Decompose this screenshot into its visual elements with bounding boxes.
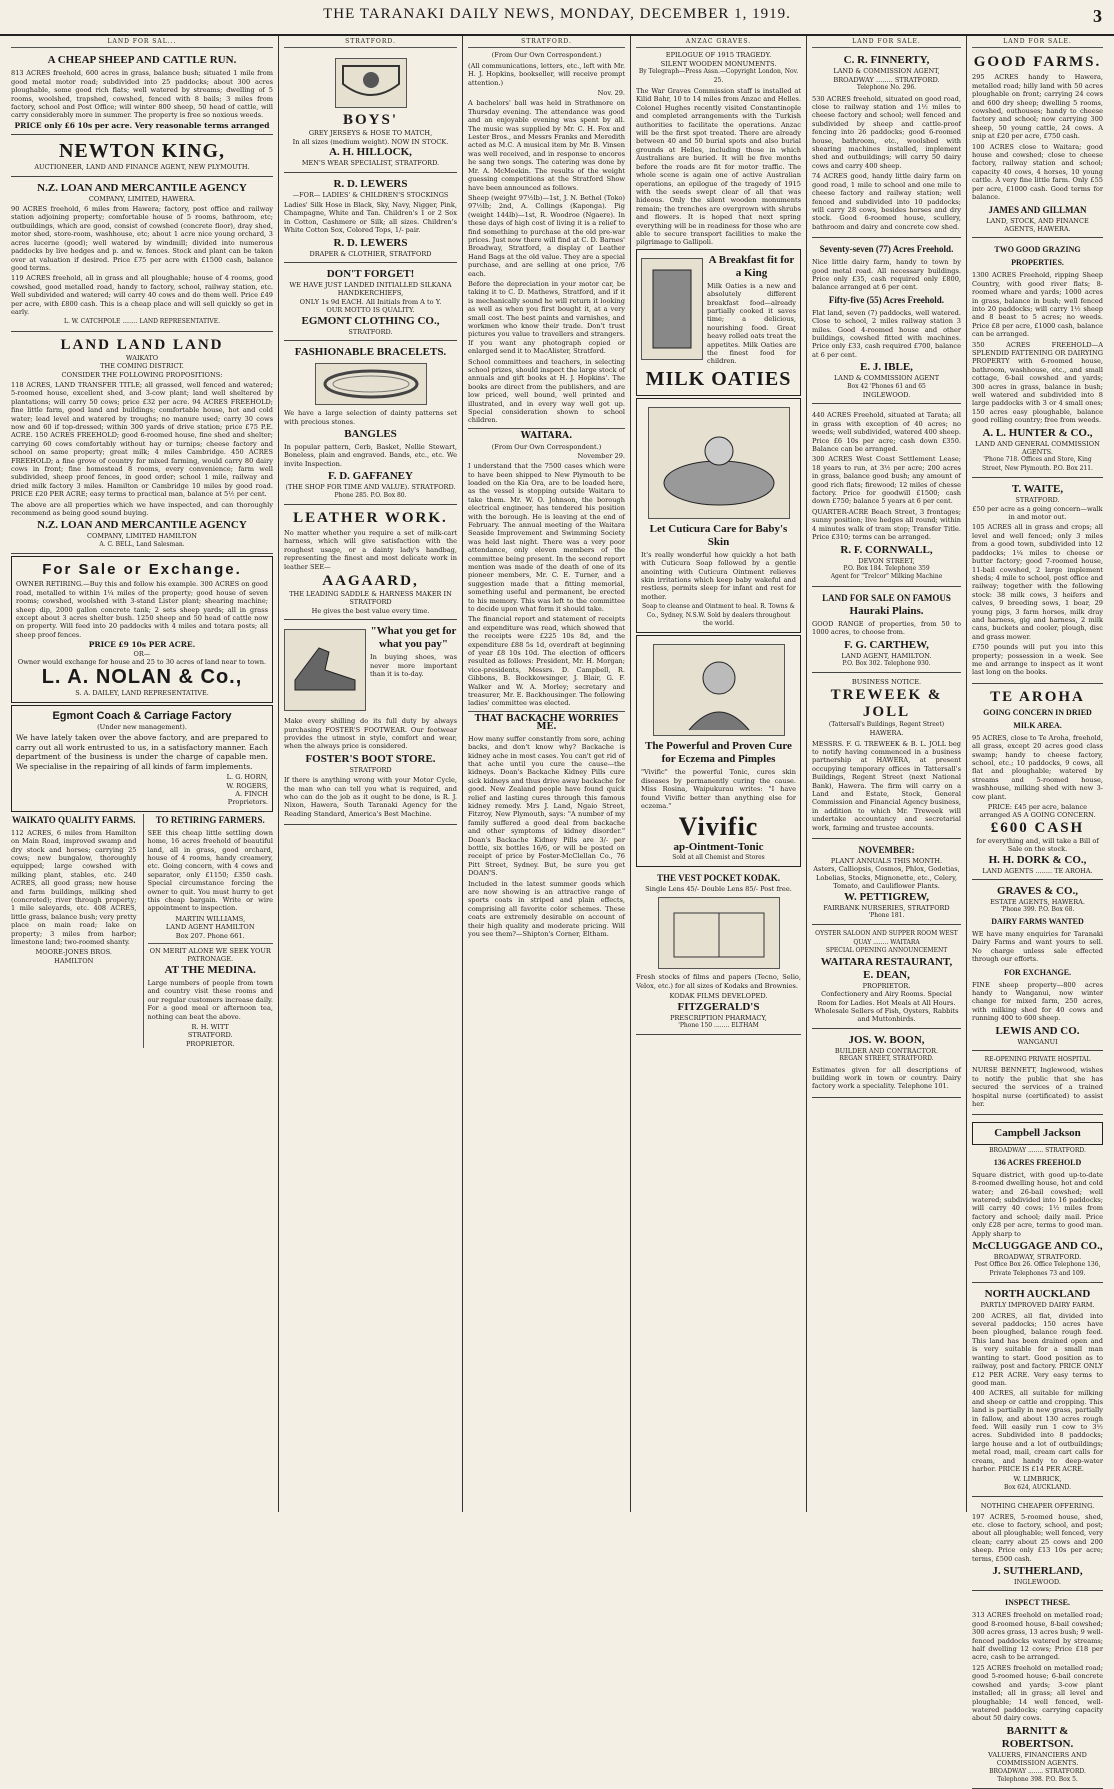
ad-body: 118 ACRES, LAND TRANSFER TITLE; all grassed, well fenced and watered; 5-roomed house, excellent shed, and 3-cow plant; land well sheltered by plantations; will carry 50 cows; price £32 per acre. 94 ACRES FREEHOLD; fine little farm, good land and buildings; comfortable house, hot and cold water; lead level and watered by troughs; no manure used; carry 30 cows now and 60 if top-dressed; within 300 yards of drive station; price £75 P.E. ACRE. 150 ACRES FREEHOLD; good 6-roomed house, fine shed and shelter; carrying 60 cows comfortably without hay or turnips; cheese factory and school on same property; great milk; 4 miles Cambridge. 450 ACRES FREEHOLD; a fine grove of country for mixed farming, would carry 80 dairy cows in front; fine homestead 8 rooms, every convenience; farm well subdivided, sheep proof fences, in good order; school 1 mile, railway and dried milk factory 3 miles. Hamilton or Cambridge 10 miles by good road. PRICE £20 PER ACRE; easy terms to practical man, balance at 5½ per cent. — [11, 380, 273, 499]
advertiser-sub-2: DRAPER & CLOTHIER, STRATFORD — [309, 249, 432, 258]
boys-ad — [284, 51, 457, 172]
advertiser-sub: MEN'S WEAR SPECIALIST, STRATFORD. — [301, 159, 440, 168]
ad-body-2: 100 ACRES close to Waitara; good house and cowshed; close to cheese factory, railway station and school; capacity 40 cows, 4 horses, 10 young cattle. A very fine little farm. Only £55 per acre, £1000 cash. Good terms for balance. — [972, 142, 1103, 202]
advertiser-sub: THE LEADING SADDLE & HARNESS MAKER IN STRATFORD — [289, 589, 452, 607]
boon-ad — [812, 1031, 961, 1098]
ad-footnote: Soap to cleanse and Ointment to heal. R. Towns & Co., Sydney, N.S.W. Sold by dealers throughout the world. — [642, 603, 795, 628]
fosters-ad — [284, 622, 457, 825]
ad-sub: GREY JERSEYS & HOSE TO MATCH, — [308, 129, 433, 138]
ad-body: Estimates given for all descriptions of building work in town or country. Dairy factory work a speciality. Telephone 101. — [812, 1065, 961, 1091]
ad-body: MESSRS. F. G. TREWEEK & B. L. JOLL beg to notify having commenced in a business partnership at HAWERA, at present occupying temporary offices in Tattersall's Buildings, Regent Street (next National Bank), Hawera. The firm will carry on a Land and Estate, Stock, General Commission and Financial Agency business, in addition to which Mr. Treweek will undertake accountancy and secretarial work, farming and trustee accounts. — [812, 739, 961, 832]
ad-quote: "What you get for what you pay" — [370, 625, 457, 651]
subhead: EPILOGUE OF 1915 TRAGEDY. — [665, 51, 772, 60]
ad-body: 295 ACRES handy to Hawera, metalled road; hilly land with 50 acres ploughable on front; carrying 24 cows and 600 dry sheep; dwelling 5 rooms, cowshed, outhouses; handy to cheese factory and school; now carrying 300 sheep, 50 young cattle, 24 cows. A snip at £20 per acre, £750 cash. — [972, 73, 1103, 141]
ad-body: OWNER RETIRING.—Buy this and follow his example. 300 ACRES on good road, metalled to within 1¼ miles of the property; good house of seven rooms; cowshed, woolshed with 3-stand Lister plant; shearing machine; sheep dip, 2000 gallon concrete tank; 2 sets sheep yards; all in grass except about 3 acres shelter bush. 1250 sheep and 50 head of cattle now on property. Will feed into 20 paddocks with 4 miles and totara posts; all sheep proof fences. — [16, 580, 268, 639]
kodak-ad — [636, 869, 801, 1035]
shield-logo-icon — [335, 58, 407, 108]
te-aroha-ad — [972, 686, 1103, 880]
ad-tag: ap-Ointment-Tonic — [673, 840, 764, 853]
advertiser-address: BROADWAY ........ STRATFORD. — [989, 1767, 1086, 1775]
ad-body: We have a large selection of dainty patterns set with precious stones. — [284, 409, 457, 426]
newspaper-page — [6, 36, 1108, 1783]
good-farms-ad — [972, 51, 1103, 238]
ad-heading: TO RETIRING FARMERS. — [155, 814, 265, 825]
oats-box-icon — [641, 258, 703, 360]
section-heading: THAT BACKACHE WORRIES ME. — [474, 713, 619, 733]
column-3 — [463, 36, 631, 1512]
ad-body: 313 ACRES freehold on metalled road; good 8-roomed house, 8-bail cowshed; 300 acres grass, 13 acres bush; 9 well-fenced paddocks watered by streams; half dwelling 12 cows; Price £18 per acre, cash to be arranged. — [972, 1611, 1103, 1662]
ad-tagline: £50 per acre as a going concern—walk in and motor out. — [972, 504, 1103, 522]
ad-sub: SPECIAL OPENING ANNOUNCEMENT — [825, 947, 948, 955]
ad-body-2: 350 ACRES FREEHOLD—A SPLENDID FATTENING OR DAIRYING PROPERTY with 6-roomed house, bathroom, washhouse, etc., and small cottage, 6-bail cowshed and yards; 300 acres in grass, balance in bush; well watered and subdivided into 8 large paddocks with 3 or 4 small ones; 150 acres easy ploughable, balance good rolling country; free from weeds. — [972, 340, 1103, 425]
advertiser-name: FITZGERALD'S — [677, 1000, 760, 1013]
ad-brand: Vivific — [678, 811, 759, 841]
egmont-coach-ad — [11, 705, 273, 812]
bracelet-icon — [315, 363, 427, 405]
bracelets-ad — [284, 343, 457, 505]
bottom-ads — [11, 814, 273, 1048]
advertiser-sub: LAND AGENTS ........ TE AROHA. — [982, 866, 1093, 875]
advertiser-name: E. J. IBLE, — [860, 361, 913, 374]
dean-ad — [812, 927, 961, 1028]
ad-body-2: ONLY 1s 9d EACH. All Initials from A to Y. — [299, 297, 442, 306]
advertiser-sub: BROADWAY ........ STRATFORD. — [989, 1147, 1086, 1155]
advertiser-name: A. H. HILLOCK, — [329, 146, 412, 159]
hospital-ad — [972, 1053, 1103, 1115]
advertiser-name: E. DEAN, — [863, 968, 910, 981]
advertiser-name: W. PETTIGREW, — [843, 890, 930, 903]
retire-ad — [143, 814, 274, 1048]
advertiser-name: EGMONT CLOTHING CO., — [301, 314, 440, 327]
ad-or-body: Owner would exchange for house and 25 to 30 acres of land near to town. — [17, 657, 267, 666]
ad-body-2: £750 pounds will put you into this property; possession in a week. See me and arrange to inspect as it wont last long on the books. — [972, 643, 1103, 677]
ad-body: 200 ACRES, all flat, divided into several paddocks; 150 acres have been ploughed, balance rough feed. This land has been drained open and is very suitable for a small man wanting to start. Good position as to railway, post and factory. PRICE ONLY £12 PER ACRE. Very easy terms to good man. — [972, 1311, 1103, 1387]
dateline: Nov. 29. — [597, 89, 625, 98]
land-waikato-ad — [11, 334, 273, 555]
ad-heading: TWO GOOD GRAZING PROPERTIES. — [994, 245, 1081, 268]
advertiser-name-2: LEWIS AND CO. — [995, 1024, 1080, 1037]
advertiser-phone: 'Phone 718. Offices and Store, King Street, New Plymouth. P.O. Box 211. — [982, 456, 1093, 472]
advertiser-name: JOS. W. BOON, — [848, 1033, 925, 1046]
ad-heading: DON'T FORGET! — [326, 268, 415, 281]
ad-footnote: If there is anything wrong with your Motor Cycle, the man who can tell you what is required, and who can do the job as it ought to be done, is R. J. Nixon, Hawera, South Taranaki Agency for the Reading Standard, America's Best Machine. — [284, 776, 457, 818]
ad-body-2: 300 ACRES West Coast Settlement Lease; 18 years to run, at 3½ per acre; 200 acres in grass, balance good bush; any amount of good rich flats; firewood; 12 miles of chesse factory. Price for goodwill £1500; cash down £750; balance 5 years at 6 per cent. — [812, 455, 961, 506]
advertiser-sub: Box 624, AUCKLAND. — [1003, 1483, 1072, 1491]
advertiser-sub: PRESCRIPTION PHARMACY, — [670, 1013, 767, 1022]
garden-gate-icon — [658, 897, 780, 969]
ad-body: 813 ACRES freehold, 600 acres in grass, balance bush; situated 1 mile from good metal motor road; subdivided into 25 paddocks; about 300 acres ploughable, some good rich flats; well watered by streams; dwelling of 5 rooms, woolshed, trapshed, cowshed, fenced with 8 bails; 3 miles from factory, school and Post Office; will winter 800 sheep, 50 head of cattle, will carry considerably more in summer. The property is free so noxious weeds. — [11, 69, 273, 120]
ad-body: 95 ACRES, close to Te Aroha, freehold, all grass, except 20 acres good class swamp; handy to cheese factory, school, etc.; 10 paddocks, 9 cows, all flat and ploughable; watered by streams and 5-roomed house, washhouse, milking shed with new 3-cow plant. — [972, 733, 1103, 801]
advertiser-name: GRAVES & CO., — [996, 885, 1079, 898]
advertiser-name: A. L. HUNTER & CO., — [982, 426, 1093, 439]
ad-heading: For Sale or Exchange. — [42, 561, 242, 579]
ad-heading: TE AROHA — [990, 688, 1085, 705]
pettigrew-ad — [812, 841, 961, 925]
advertiser-sub: PROPRIETOR. — [862, 981, 911, 990]
ad-footnote: The above are all properties which we have inspected, and can thoroughly recommend as being good sound buying. — [11, 500, 273, 518]
ad-heading: NORTH AUCKLAND — [984, 1288, 1091, 1301]
lewers-ad — [284, 175, 457, 263]
column-header: ANZAC GRAVES. — [636, 38, 801, 48]
ad-body: It's really wonderful how quickly a hot bath with Cuticura Soap followed by a gentle anointing with Cuticura Ointment relieves skin irritations which keep baby wakeful and restless, permits sleep for infant and rest for mother. — [641, 550, 796, 601]
cheap-run-ad — [11, 51, 273, 135]
advertiser-sub: LAND AGENT, HAMILTON. — [841, 651, 932, 660]
advertiser-phone: 'Phone 150 ........ ELTHAM — [678, 1021, 759, 1029]
ad-heading: N.Z. LOAN AND MERCANTILE AGENCY — [37, 181, 247, 194]
advertiser-name: F. D. GAFFANEY — [328, 470, 413, 483]
ad-signature-3: Box 207. Phone 661. — [175, 931, 245, 940]
column-6 — [967, 36, 1108, 1783]
ad-notice: BUSINESS NOTICE. — [851, 678, 922, 687]
advertiser-name: F. G. CARTHEW, — [844, 638, 929, 651]
advertiser-name: T. WAITE, — [1011, 483, 1064, 496]
advertiser-sub: STRATFORD — [349, 765, 392, 774]
ad-body: 105 ACRES all in grass and crops; all level and well fenced; only 3 miles from a good town, subdivided into 12 paddocks; 1¼ miles to cheese or butter factory; good 7-roomed house, 11-bail cowshed, 2 large implement sheds; 4 mile to school, post office and railway; together with the following stock: 38 milk cows, 3 heifers and calves, 9 breeding sows, 1 boar, 29 young pigs, 3 farm horses, milk dray and harness, gig and harness, 2 milk cans, buckets and cooler, plough, disc and grass mower. — [972, 523, 1103, 641]
ad-body-3: QUARTER-ACRE Beach Street, 3 frontages; sunny position; live hedges all round; within 4 minutes walk of tram stop; Transfer Title. Price £310; terms can be arranged. — [812, 507, 961, 542]
ad-sub: Hauraki Plains. — [849, 604, 924, 617]
ad-body: Ladies' Silk Hose in Black, Sky, Navy, Nigger, Pink, Champagne, White and Tan. Children's 1 or 2 Sox in Cotton, Cashmere or Silk; all sizes. Children's White Cotton Sox, Colored Tops, 1/- pair. — [284, 201, 457, 235]
advertiser-sub: STRATFORD. — [348, 327, 393, 336]
section-heading: WAITARA. — [520, 430, 573, 441]
advertiser-sub: S. A. DAILEY, LAND REPRESENTATIVE. — [75, 689, 209, 698]
column-header: STRATFORD. — [284, 38, 457, 48]
ad-heading: Let Cuticura Care for Baby's Skin — [649, 522, 788, 548]
forget-ad — [284, 265, 457, 341]
ad-body: Asters, Calliopsis, Cosmos, Phlox, Godetias, Lobelias, Stocks, Mignonette, etc., Celery, Tomato, and Cauliflower Plants. — [813, 865, 960, 891]
advertiser-sub: DEVON STREET, — [858, 556, 915, 565]
ad-body: WE have many enquiries for Taranaki Dairy Farms and want yours to sell. No charge unless sale effected through our efforts. — [972, 929, 1103, 964]
ad-body: GOOD RANGE of properties, from 50 to 1000 acres, to choose from. — [812, 619, 961, 637]
ad-heading: The Powerful and Proven Cure for Eczema and Pimples — [645, 740, 792, 766]
intro: (All communications, letters, etc., left with Mr. H. J. Hopkins, bookseller, will receive prompt attention.) — [468, 61, 625, 87]
advertiser-name: NEWTON KING, — [58, 140, 226, 163]
advertiser-agent: Agent for "Trelcor" Milking Machine — [830, 573, 943, 581]
advertiser-name: Campbell Jackson — [972, 1122, 1103, 1145]
column-4 — [631, 36, 807, 1512]
byline: (From Our Own Correspondent.) — [491, 443, 602, 452]
ad-heading: THE VEST POCKET KODAK. — [656, 872, 781, 883]
masthead — [0, 0, 1114, 36]
advertiser-name: J. SUTHERLAND, — [992, 1565, 1083, 1578]
ad-sub: —FOR— LADIES' & CHILDREN'S STOCKINGS — [292, 190, 449, 199]
leather-ad — [284, 507, 457, 620]
ad-signature-2: LAND AGENT HAMILTON — [165, 923, 255, 932]
ad-body: 90 ACRES freehold, 6 miles from Hawera; factory, post office and railway station adjoining property; comfortable house of 5 rooms, bathroom, etc; outbuildings, which are good, consist of cowshed (concrete floor), dray shed, motor shed, store-room, washhouse, etc; about 1 acre nice young orchard, 3 acres lucerne (good); well watered by windmill; divided into numerous paddocks by live hedges and p. and w. fences. Stock and plant can be taken over at valuation if desired. Price £75 per acre with £1500 cash, balance good terms. — [11, 205, 273, 272]
article-paragraph-1: A bachelors' ball was held in Strathmore on Thursday evening. The attendance was good and an enjoyable evening was spent by all. The music was supplied by Mr. C. H. Fox and Lester Bros., and Messrs Franks and Meredith acted as M.C. A musical item by Mr. B. Vinsen was well received, and in response to encores he sang two songs. The catering was done by Mr. A. McMeekin. The results of the weight guessing competitions at the Stratford Show have been announced as follows. — [468, 99, 625, 192]
ad-body-2: FINE sheep property—800 acres handy to Wanganui, now winter change for mixed farm, 250 acres, with milking shed for 40 cows and running 400 to 600 sheep. — [972, 980, 1103, 1023]
advertiser-sub: (Tattersall's Buildings, Regent Street) — [828, 720, 945, 728]
ad-body: Nice little dairy farm, handy to town by good metal road. All necessary buildings. Price only £35, cash required only £800, balance arranged at 6 per cent. — [812, 258, 961, 292]
ad-heading: WAIKATO QUALITY FARMS. — [12, 814, 136, 825]
column-1 — [6, 36, 279, 1512]
ad-heading: DAIRY FARMS WANTED — [991, 916, 1084, 926]
sutherland-ad — [972, 1499, 1103, 1591]
ad-signature: MOORE-JONES BROS. — [35, 948, 113, 957]
advertiser-name: C. R. FINNERTY, — [843, 54, 930, 67]
ad-body: 440 ACRES Freehold, situated at Tarata; all in grass with exception of 40 acres; no weeds; well subdivided, watered 400 sheep. Price £6 10s per acre; cash down £350. Balance can be arranged. — [812, 411, 961, 454]
ad-body: Square district, with good up-to-date 8-roomed dwelling house, hot and cold water; and 26-bail cowshed; well watered; subdivided into 16 paddocks; will carry 40 cows; 1½ miles from factory and school; daily mail. Price only £28 per acre, terms to good man. Apply sharp to — [972, 1170, 1103, 1238]
ad-body-2: Flat land, seven (7) paddocks, well watered. Close to school, 2 miles railway station 3 miles. Good 4-roomed house and other buildings, cowshed fitted with machines. Price only £33, cash required £700, balance at 6 per cent. — [812, 308, 961, 359]
finnerty-ad — [812, 51, 961, 238]
medina-heading: AT THE MEDINA. — [164, 963, 256, 976]
masthead-title: THE TARANAKI DAILY NEWS, MONDAY, DECEMBER 1, 1919. — [323, 6, 791, 22]
column-header: STRATFORD. — [468, 38, 625, 48]
ad-body: We have lately taken over the above factory, and are prepared to carry out all work entrusted to us, in a satisfactory manner. Each department of the business is under the charge of capable men. We specialise in the repairing of all kinds of farm implements. — [16, 733, 268, 771]
ad-heading: 136 ACRES FREEHOLD — [993, 1157, 1082, 1167]
ad-heading: BOYS' — [342, 112, 398, 129]
advertiser-name: L. A. NOLAN & Co., — [41, 666, 243, 689]
hauraki-ad — [812, 589, 961, 674]
advertiser-phone: Post Office Box 26. Office Telephone 136, Private Telephones 73 and 109. — [974, 1261, 1101, 1277]
ad-signature: MARTIN WILLIAMS, — [175, 914, 246, 923]
advertiser-name-2: R. D. LEWERS — [333, 236, 408, 249]
ad-body-2: 125 ACRES freehold on metalled road; good 5-roomed house; 6-bail concrete cowshed and yards; 3-cow plant installed; all in grass; all level and ploughable; 14 well fenced, well-watered paddocks; carrying capacity about 50 dairy cows. — [972, 1663, 1103, 1723]
ad-body: NURSE BENNETT, Inglewood, wishes to notify the public that she has secured the services of a trained hospital nurse (certificated) to assist her. — [972, 1066, 1103, 1108]
grazing-ad — [972, 240, 1103, 478]
advertiser-name-2: McCLUGGAGE AND CO., — [972, 1240, 1103, 1253]
advertiser-phone: P.O. Box 184. Telephone 359 — [843, 564, 930, 572]
advertiser-sub: INGLEWOOD. — [1014, 1578, 1061, 1587]
ad-brand: MILK OATIES — [645, 367, 792, 390]
ad-heading: NOVEMBER: — [858, 845, 915, 856]
ad-heading: A Breakfast fit for a King — [708, 253, 795, 279]
ad-heading: Egmont Coach & Carriage Factory — [52, 709, 232, 722]
advertiser-sub: FAIRBANK NURSERIES, STRATFORD — [823, 903, 950, 912]
advertiser-name: R. D. LEWERS — [333, 177, 408, 190]
ad-body: Fresh stocks of films and papers (Tecno, Selio, Velox, etc.) for all sizes of Kodaks and Brownies. — [636, 973, 801, 990]
subhead-2: SILENT WOODEN MONUMENTS. — [660, 59, 777, 68]
advertiser-phone: 'Phone 399. P.O. Box 68. — [1000, 906, 1075, 914]
advertiser-name: FOSTER'S BOOT STORE. — [305, 752, 436, 765]
advertiser-name: W. LIMBRICK, — [1013, 1475, 1062, 1484]
ad-restaurant: WAITARA RESTAURANT, — [820, 955, 953, 968]
ad-agency-sub: COMPANY, LIMITED HAMILTON — [87, 532, 197, 541]
advertiser-sub-2: BROADWAY, STRATFORD. — [993, 1253, 1082, 1262]
sale-exchange-ad — [11, 556, 273, 702]
ad-heading: LEATHER WORK. — [293, 509, 448, 526]
seventy-seven-ad — [812, 240, 961, 404]
ad-sub: (Under new management). — [97, 722, 187, 731]
ad-heading-2: FOR EXCHANGE. — [1003, 967, 1072, 977]
byline: By Telegraph—Press Assn.—Copyright London, Nov. 25. — [638, 68, 799, 84]
ad-sub: COMPANY, LIMITED, HAWERA. — [88, 194, 196, 203]
column-header: LAND FOR SAL... — [11, 38, 273, 48]
shoe-row — [284, 625, 457, 715]
advertiser-phone: Phone 285. P.O. Box 80. — [334, 491, 407, 499]
advertiser-sub: BUILDER AND CONTRACTOR. — [834, 1046, 939, 1055]
ad-heading: Seventy-seven (77) Acres Freehold. — [819, 244, 954, 255]
advertiser-name: JAMES AND GILLMAN — [988, 204, 1087, 215]
medina-top: ON MERIT ALONE WE SEEK YOUR PATRONAGE. — [149, 947, 271, 964]
ad-body-2: 400 ACRES, all suitable for milking and sheep or cattle and cropping. This land is partially in new grass, partially in fallow, and about 130 acres rough feed. Will easily run 1 cow to 3½ acres. Subdivided into 8 paddocks; large house and a lot of outbuildings; metal road, mail, cream cart calls for cream, and handy to deep-water harbor. PRICE IS £14 PER ACRE. — [972, 1389, 1103, 1473]
ad-footnote: for everything and, will take a Bill of Sale on the stock. — [976, 836, 1099, 854]
advertiser-sub: LAND, STOCK, AND FINANCE AGENTS, HAWERA. — [986, 216, 1089, 233]
ad-body: 530 ACRES freehold, situated on good road, close to railway station and 1½ miles to cheese factory and school; well fenced and subdivided by sheep and cattle-proof fencing into 26 paddocks; good 6-roomed house, bathroom, etc., woolshed with shearing machines installed, implement shed and outbuildings; will carry 50 dairy cows and carry 400 sheep. — [812, 94, 961, 170]
treweek-ad — [812, 675, 961, 839]
article-paragraph-4: School committees and teachers, in selecting school prizes, should inspect the large stock of annuals and gift books at H. J. Hopkins'. The books are direct from the publishers, and are low priced, well bound, well printed and illustrated, and in every way well got up. Special consideration shown to school children. — [468, 357, 625, 425]
ad-sub-heading: BANGLES — [344, 427, 397, 440]
ad-body: 112 ACRES, 6 miles from Hamilton on Main Road, improved swamp and dry stock and horses; carrying 25 cows; new bungalow, thoroughly equipped; large cowshed with milking plant, stables, etc. 240 ACRES, all good grass; new house and farm buildings, milking shed (concreted); river through property; 1 mile saleyards, etc. 408 ACRES, little grass, balance bush; very pretty place on main road; lake on property; 3 miles from harbor; limestone land; two-roomed shanty. — [11, 828, 137, 947]
ad-signature-2: W. ROGERS, — [226, 781, 268, 790]
ad-heading: A CHEAP SHEEP AND CATTLE RUN. — [47, 54, 237, 67]
advertiser-name: H. H. DORK & CO., — [988, 853, 1087, 866]
ad-body: SEE this cheap little settling down home, 16 acres freehold of beautiful land, all in grass, good orchard, house of 4 rooms, handy creamery, etc. Going concern, with 4 cows and separator, only £1150; £350 cash. Special circumstance forcing the owner to quit. You must hurry to get this cheap bargain. Write or wire appointment to inspection. — [147, 828, 273, 913]
ad-sub: PARTLY IMPROVED DAIRY FARM. — [980, 1301, 1095, 1310]
milk-oaties-ad — [636, 249, 801, 396]
advertiser-sub: VALUERS, FINANCIERS AND COMMISSION AGENTS. — [988, 1750, 1087, 1768]
advertiser-sub-2: WANGANUI — [1017, 1037, 1058, 1046]
ad-body: Confectionery and Airy Rooms. Special Room for Ladies. Hot Meals at All Hours. Wholesale Sellers of Fish, Oysters, Rabbits and Muttonbirds. — [814, 990, 959, 1024]
ad-heading: NOTHING CHEAPER OFFERING. — [980, 1502, 1095, 1511]
article-body: The War Graves Commission staff is installed at Kilid Bahr, 10 to 14 miles from Anzac and Helles. Colonel Hughes recently visited Constantinople and completed arrangements with the Turkish authorities to facilitate the operations. Anzac will be the first spot treated. There are already between 40 and 50 burial spots and also burial grounds at Helles, including those in which Australians are buried. It will be five months before the roads are fit for motor traffic. The whole scene is again one of active Australian operations, an epilogue of the tragedy of 1915 with the seeds swept clear of all that was hideous. Only the silent wooden monuments remain; the trenches are overgrown with shrubs and flowers. It is hoped that next spring everything will be in readiness for those who are able to secure transport facilities to make the pilgrimage to Gallipoli. — [636, 87, 801, 247]
ad-body: "Vivific" the powerful Tonic, cures skin diseases by permanently curing the cause. Miss Rosina, Waipukurau writes: "I have found Vivific better than anything else for eczema." — [641, 768, 796, 811]
waite-ad — [972, 480, 1103, 684]
cuticura-ad — [636, 398, 801, 634]
ad-sub: GOING CONCERN IN DRIED MILK AREA. — [983, 707, 1092, 730]
ad-signature-3: A. FINCH — [235, 789, 268, 798]
medina-signature-3: PROPRIETOR. — [186, 1039, 235, 1048]
ad-agency: N.Z. LOAN AND MERCANTILE AGENCY — [37, 519, 247, 532]
column-5 — [807, 36, 967, 1512]
graves-ad — [972, 882, 1103, 1051]
column-2 — [279, 36, 463, 1512]
medina-body: Large numbers of people from town and country visit these rooms and our regular customers increase daily. For a good meal or afternoon tea, nothing can beat the above. — [147, 978, 273, 1021]
north-auckland-ad — [972, 1285, 1103, 1497]
medina-signature-2: STRATFORD. — [187, 1031, 233, 1040]
ad-signature-2: HAMILTON — [54, 956, 94, 965]
advertiser-box: Box 42 'Phones 61 and 65 — [847, 382, 926, 390]
baby-bath-icon — [648, 407, 790, 519]
advertiser-town: HAWERA. — [869, 729, 904, 738]
column-header: LAND FOR SALE. — [812, 38, 961, 48]
ad-heading: LAND FOR SALE ON FAMOUS — [822, 592, 951, 603]
article-paragraph-2: Sheep (weight 97½lb)—1st, J. N. Bethel (Toko) 97½lb; 2nd, A. Collings (Kaponga). Pig (weight 144lb)—1st, R. Woodroe (Ngaere). In these days of high cost of living it is a relief to find something to purchase at the old pre-war prices. Just now there will find at C. D. Barnes' Broadway, Stratford, a display of Leather Hand Bags at the old value. They are a special purchase, and are selling at one price, 7/6 each. — [468, 193, 625, 278]
oats-row — [641, 254, 796, 368]
advertiser-address: BROADWAY ........ STRATFORD. — [833, 75, 940, 84]
ad-body-2: In popular pattern, Cerb, Basket, Nellie Stewart, Boneless, plain and engraved. Bands, etc., etc. We invite Inspection. — [284, 442, 457, 468]
ad-body: In all sizes (medium weight). NOW IN STOCK. — [292, 137, 449, 146]
ad-sub: PLANT ANNUALS THIS MONTH. — [830, 857, 943, 866]
advertiser-name: TREWEEK & JOLL — [830, 686, 943, 720]
ad-signature: L. W. CATCHPOLE ........ LAND REPRESENTATIVE. — [63, 318, 221, 326]
ad-developed: KODAK FILMS DEVELOPED. — [669, 992, 768, 1001]
advertiser-phone: Telephone 398. P.O. Box 5. — [997, 1775, 1078, 1783]
ad-signature-4: Proprietors. — [227, 798, 268, 807]
byline: (From Our Own Correspondent.) — [491, 51, 602, 60]
ad-body-2: Make every shilling do its full duty by always purchasing FOSTER'S FOOTWEAR. Our footwear provides the utmost in style, comfort and wear, when the always price is considered. — [284, 717, 457, 751]
advertiser-sub: ESTATE AGENTS, HAWERA. — [990, 898, 1085, 907]
ad-body-2: 119 ACRES freehold, all in grass and all ploughable; house of 4 rooms, good cowshed, good metalled road, handy to factory, school, railway station, etc. Well subdivided and watered; will carry 40 cows and do them well. Price £49 per acre, with £800 cash. This is a cheap place and will sell quickly so get in early. — [11, 274, 273, 316]
advertiser-sub: AUCTIONEER, LAND AND FINANCE AGENT, NEW PLYMOUTH. — [34, 163, 250, 172]
article-paragraph-5: I understand that the 7500 cases which were to have been shipped to New Plymouth to be loaded on the Kia Ora, are to be loaded here, as the vessel is stopping outside Waitara to take them. Mr. W. O. Johnson, the borough electrical engineer, has tendered his position with the borough. He is leaving at the end of February. The annual meeting of the Waitara Seaside Improvement and Swimming Society was held last night. There was a very poor attendance, only eleven members of the committee being present. In the second report mention was made of the death of one of its pioneer members, Mr. C. E. Turner, and a suggestion made that a fitting memorial, something useful and permanent, be erected to his memory. This was left to the committee to decide upon what form it should take. — [468, 462, 625, 613]
woman-portrait-icon — [653, 644, 785, 736]
ad-body: WE HAVE JUST LANDED INITIALLED SILKANA HANDKERCHIEFS, — [289, 281, 452, 298]
newton-king-ad — [11, 137, 273, 176]
shoe-text — [370, 625, 457, 715]
advertiser-phone: P.O. Box 302. Telephone 930. — [842, 659, 931, 667]
dateline: November 29. — [577, 451, 625, 460]
shoe-icon — [284, 629, 366, 711]
ad-heading: OYSTER SALOON AND SUPPER ROOM WEST QUAY ........ WAITARA — [815, 930, 958, 946]
ad-heading: INSPECT THESE. — [1004, 1598, 1071, 1608]
advertiser-name: AAGAARD, — [322, 572, 419, 589]
ad-price: PRICE: £45 per acre, balance arranged AS A GOING CONCERN. — [979, 803, 1096, 820]
ad-tagline: He gives the best value every time. — [311, 606, 430, 615]
advertiser-address: REGAN STREET, STRATFORD. — [839, 1055, 934, 1063]
ad-or: OR— — [133, 649, 151, 658]
article-paragraph-8: Included in the latest summer goods which are now showing is an attractive range of sports coats in striped and plain effects, comprising all favorite color schemes. These coats are extremely desirable on account of their high quality and moderate pricing. Will you see them?—Shipton's Corner, Eltham. — [468, 879, 625, 939]
advertiser-name: BARNITT & ROBERTSON. — [1001, 1724, 1074, 1750]
ad-body: Milk Oaties is a new and absolutely different breakfast food—already partially cooked it saves time; a delicious, nourishing food. Great heavy rolled oats treat the appetites. Milk Oaties are the finest food for children. — [707, 281, 796, 366]
inspect-ad — [972, 1593, 1103, 1789]
ad-sub-2: THE COMING DISTRICT. — [100, 362, 184, 371]
ad-body: No matter whether you require a set of milk-cart harness, which will give satisfaction with the roughest usage, or a dainty lady's handbag, representing the finest and most delicate work in leather SEE— — [284, 528, 457, 571]
ad-motto: OUR MOTTO IS QUALITY. — [326, 306, 415, 315]
medina-signature: R. H. WITT — [191, 1022, 229, 1031]
ad-cash: £600 CASH — [990, 819, 1085, 836]
oats-text — [707, 254, 796, 368]
advertiser-sub: (THE SHOP FOR TIME AND VALUE). STRATFORD. — [285, 483, 456, 492]
ad-heading: RE-OPENING PRIVATE HOSPITAL — [984, 1055, 1091, 1063]
ad-sub: WAIKATO — [125, 353, 159, 362]
ad-heading: GOOD FARMS. — [973, 54, 1102, 71]
ad-heading-2: Fifty-five (55) Acres Freehold. — [828, 294, 945, 305]
ad-body: In buying shoes, was never more important than it is to-day. — [370, 653, 457, 678]
ad-price: PRICE only £6 10s per acre. Very reasonable terms arranged — [14, 120, 270, 130]
ad-prices: Single Lens 45/- Double Lens 85/- Post free. — [645, 884, 792, 893]
vivific-ad — [636, 635, 801, 866]
column-header: LAND FOR SALE. — [972, 38, 1103, 48]
ad-body-2: 74 ACRES good, handy little dairy farm on good road, 1 mile to school and one mile to cheese factory and railway station; well fenced and subdivided into 10 paddocks; will carry 28 cows, besides horses and dry stock. Good 6-roomed house, scullery, bathroom and dairy and concrete cow shed. — [812, 172, 961, 231]
page-number: 3 — [1093, 6, 1102, 26]
ad-price: PRICE £9 10s PER ACRE. — [88, 640, 196, 650]
nz-loan-ad — [11, 179, 273, 332]
ad-heading: FASHIONABLE BRACELETS. — [294, 346, 447, 359]
advertiser-phone: Telephone No. 296. — [856, 84, 917, 92]
article-paragraph-3: Before the depreciation in your motor car, be taking it to C. D. Mathews, Stratford, and if it is mechanically sound he will return it looking as well as when you first bought it, at a very small cost. The best paints and varnishes, and workmen who know their trade. Don't trust pictures you value to travellers and strangers. If you want any photograph copied or enlarged send it to MacAlister, Stratford. — [468, 279, 625, 356]
ad-signature: A. C. BELL, Land Salesman. — [99, 540, 185, 548]
ad-body: 1300 ACRES Freehold, ripping Sheep Country, with good river flats; 8-roomed whare and yards; 1000 acres in grass, balance in bush; well fenced into 20 paddocks; will carry 1½ sheep and 8 beast to 5 acres; no weeds. Price £8 per acre, £1000 cash, balance can be arranged. — [972, 271, 1103, 339]
ad-sold: Sold at all Chemist and Stores — [672, 853, 765, 861]
advertiser-name: R. F. CORNWALL, — [840, 543, 933, 556]
article-paragraph-6: The financial report and statement of receipts and expenditure was read, which showed that the receipts were £225 10s 8d, and the expenditure £88 5s 1d, overdraft at beginning of year £8 10s 10d. The election of officers resulted as follows: President, Mr. H. Morgan; vice-presidents, Messrs. D. Campbell, R. Gibbons, B. Bockkowsinger, J. Blair, G. F. Walker and W. A. Morley; secretary and treasurer, Mr. E. Backhousinger. The following ladies' committee was elected. — [468, 615, 625, 708]
ad-body: 197 ACRES, 5-roomed house, shed, etc. close to factory, school, and post; about all ploughable; well fenced, very clean; carry about 25 cows and 200 sheep. Price only £13 10s per acre; terms, £500 cash. — [972, 1512, 1103, 1563]
campbell-ad — [972, 1117, 1103, 1283]
ad-intro: CONSIDER THE FOLLOWING PROPOSITIONS: — [61, 370, 223, 379]
waikato-ad — [11, 814, 137, 1048]
ad-heading: LAND LAND LAND — [60, 336, 224, 353]
ible-listings — [812, 406, 961, 586]
ad-signature-1: L. G. HORN, — [226, 773, 268, 782]
advertiser-phone: 'Phone 181. — [868, 912, 905, 920]
advertiser-sub: LAND & COMMISSION AGENT — [833, 374, 940, 383]
advertiser-sub: STRATFORD. — [1015, 496, 1060, 505]
advertiser-town: INGLEWOOD. — [862, 391, 911, 399]
advertiser-sub: LAND & COMMISSION AGENT, — [833, 67, 940, 76]
advertiser-sub: LAND AND GENERAL COMMISSION AGENTS. — [975, 439, 1100, 457]
article-paragraph-7: How many suffer constantly from sore, aching backs, and don't know why? Backache is kidney ache in most cases. You can't get rid of that ache until you cure the cause—the kidneys. Doan's Backache Kidney Pills cure sick kidneys and thus drive away backache for good. New Zealand people have found quick relief and lasting cures through this famous kidney remedy. Mrs J. Land, Ngaio Street, Fitzroy, New Plymouth, says: "A number of my family suffered a good deal from backache and other symptoms of kidney disorder." Doan's Backache Kidney Pills are 3/- per bottle, six bottles 16/6, or will be posted on receipt of price by Foster-McClellan Co., 76 Pitt Street, Sydney. But, be sure you get DOAN'S. — [468, 734, 625, 878]
